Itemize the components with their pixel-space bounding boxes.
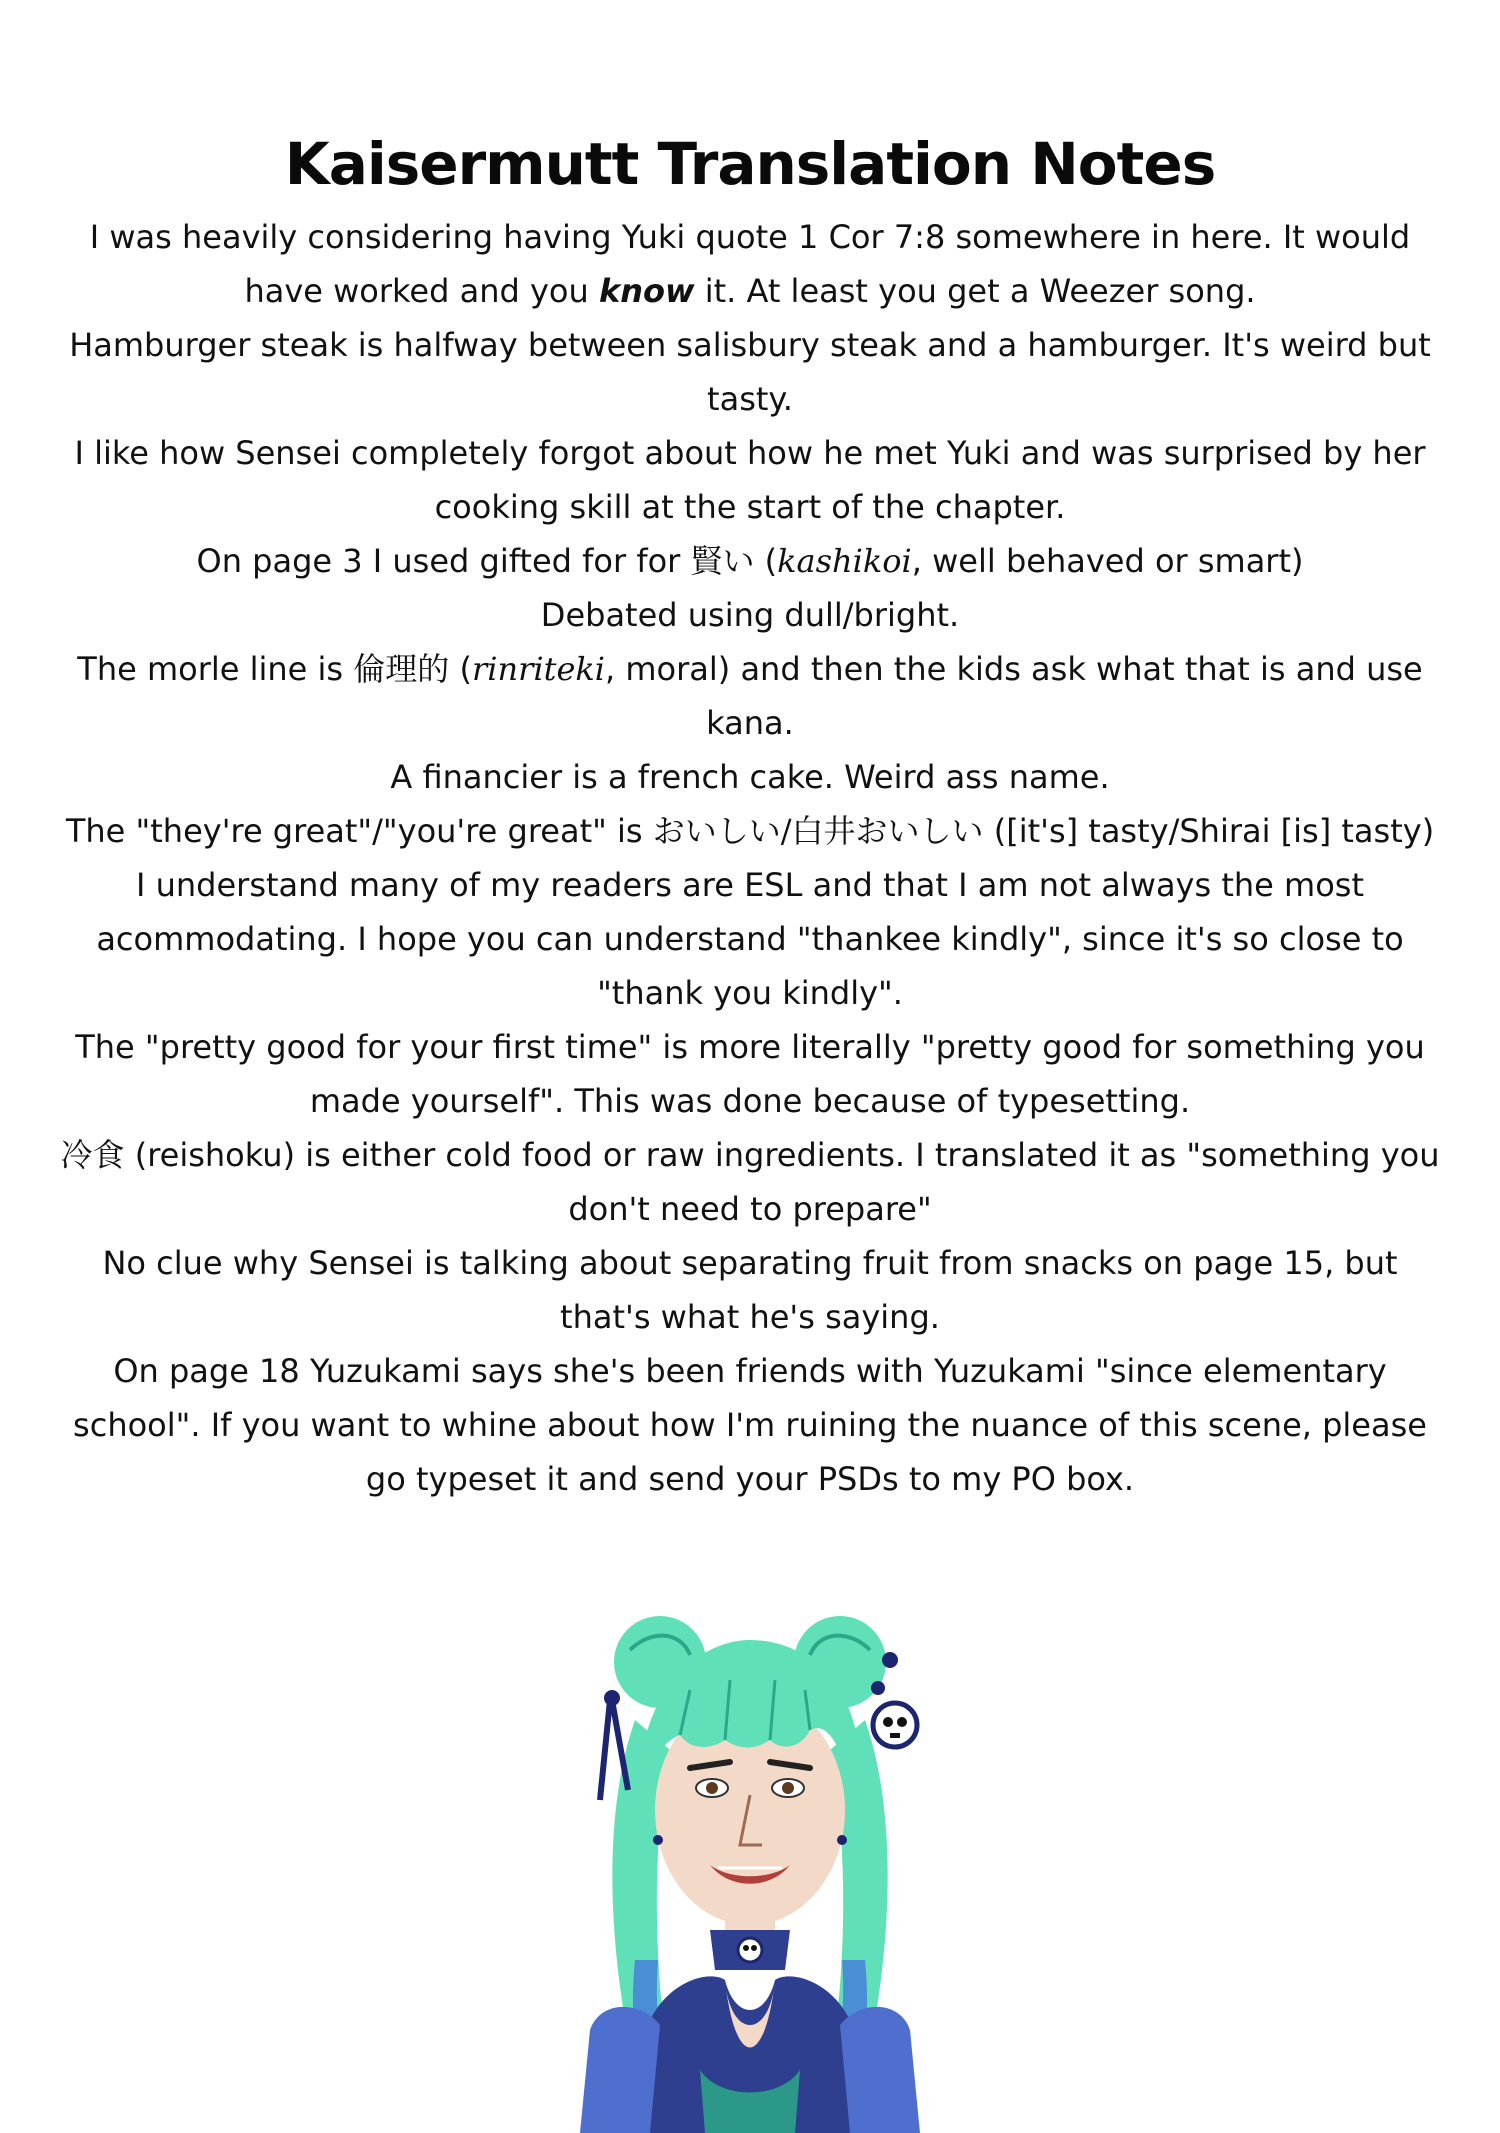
note-10: The "pretty good for your first time" is more literally "pretty good for something you made yourself". This was done because of typesetting. xyxy=(75,1028,1425,1120)
notes-body xyxy=(60,210,1440,1506)
note-6: The morle line is 倫理的 (rinriteki, moral) and then the kids ask what that is and use kana. xyxy=(77,650,1423,742)
note-2: Hamburger steak is halfway between salisbury steak and a hamburger. It's weird but tasty. xyxy=(69,326,1431,418)
character-illustration xyxy=(540,1600,960,2133)
note-8: The "they're great"/"you're great" is おいしい/白井おいしい ([it's] tasty/Shirai [is] tasty) xyxy=(65,812,1435,850)
note-4: On page 3 I used gifted for for 賢い (kashikoi, well behaved or smart) xyxy=(196,542,1304,580)
sleeve-right xyxy=(840,2007,920,2133)
skull-brooch-icon xyxy=(738,1938,762,1962)
note-12: No clue why Sensei is talking about separating fruit from snacks on page 15, but that's what he's saying. xyxy=(102,1244,1398,1336)
note-13: On page 18 Yuzukami says she's been friends with Yuzukami "since elementary school". If you want to whine about how I'm ruining the nuance of this scene, please go typeset it and send your PSDs to my PO box. xyxy=(73,1352,1427,1498)
emphasis-know: know xyxy=(598,272,695,310)
note-7: A financier is a french cake. Weird ass name. xyxy=(390,758,1110,796)
sleeve-left xyxy=(580,2007,660,2133)
note-3: I like how Sensei completely forgot about how he met Yuki and was surprised by her cooking skill at the start of the chapter. xyxy=(74,434,1426,526)
note-9: I understand many of my readers are ESL and that I am not always the most acommodating. I hope you can understand "thankee kindly", since it's so close to "thank you kindly". xyxy=(96,866,1404,1012)
note-5: Debated using dull/bright. xyxy=(540,596,960,634)
note-1: I was heavily considering having Yuki quote 1 Cor 7:8 somewhere in here. It would have worked and you know it. At least you get a Weezer song. xyxy=(89,218,1411,310)
page-title: Kaisermutt Translation Notes xyxy=(284,130,1216,198)
note-11: 冷食 (reishoku) is either cold food or raw ingredients. I translated it as "something you don't need to prepare" xyxy=(60,1136,1440,1228)
skull-hair-ornament-icon xyxy=(873,1703,917,1747)
